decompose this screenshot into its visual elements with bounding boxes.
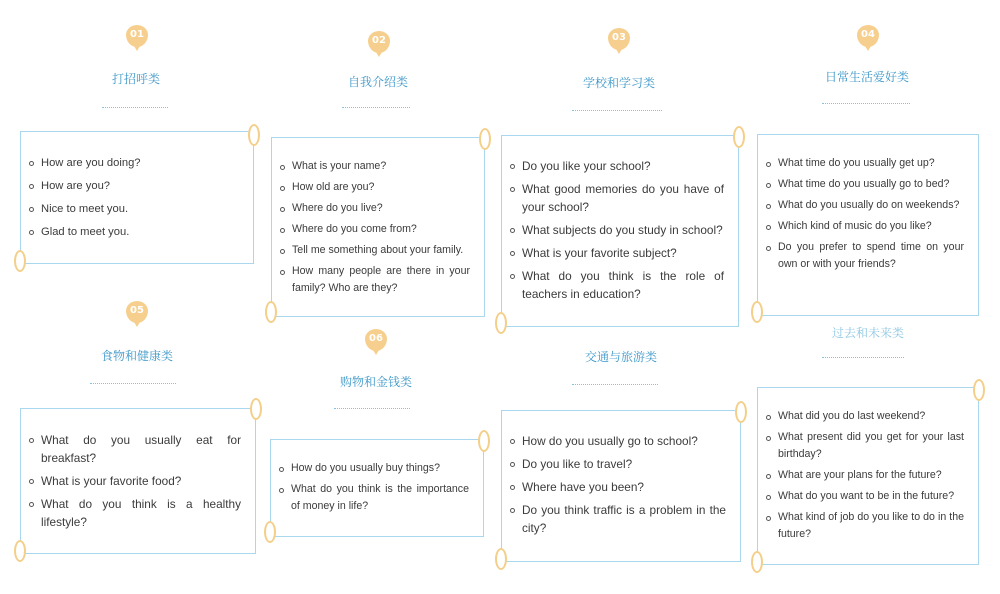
question-list — [271, 460, 483, 515]
section-number-badge: 05 — [126, 301, 148, 323]
question-item: What do you want to be in the future? — [778, 488, 964, 505]
question-list — [21, 154, 253, 241]
question-card-shopping-money — [270, 439, 484, 537]
question-item: How many people are there in your family? Who are they? — [292, 263, 470, 297]
section-title: 食物和健康类 — [100, 349, 174, 363]
title-divider — [822, 103, 910, 104]
question-list — [21, 431, 255, 531]
question-item: What kind of job do you like to do in the future? — [778, 509, 964, 543]
section-number-badge: 01 — [126, 25, 148, 47]
title-divider — [822, 357, 904, 358]
ring-decoration — [479, 128, 491, 150]
section-title: 过去和未来类 — [831, 326, 905, 340]
ring-decoration — [248, 124, 260, 146]
question-item: Do you prefer to spend time on your own or with your friends? — [778, 239, 964, 273]
question-item: What are your plans for the future? — [778, 467, 964, 484]
question-item: Where do you live? — [292, 200, 470, 217]
question-item: What do you usually do on weekends? — [778, 197, 964, 214]
title-divider — [572, 384, 658, 385]
question-card-greetings — [20, 131, 254, 264]
ring-decoration — [14, 250, 26, 272]
section-number-badge: 03 — [608, 28, 630, 50]
section-title: 自我介绍类 — [347, 75, 409, 89]
question-item: Which kind of music do you like? — [778, 218, 964, 235]
question-item: How old are you? — [292, 179, 470, 196]
question-item: Where have you been? — [522, 478, 726, 496]
question-item: How do you usually go to school? — [522, 432, 726, 450]
section-number-badge: 04 — [857, 25, 879, 47]
question-item: What do you usually eat for breakfast? — [41, 433, 241, 465]
question-item: What do you think is a healthy lifestyle? — [41, 497, 241, 529]
question-card-food-health — [20, 408, 256, 554]
section-title: 交通与旅游类 — [584, 350, 658, 364]
question-item: Do you think traffic is a problem in the city? — [522, 503, 726, 535]
ring-decoration — [495, 548, 507, 570]
section-number-badge: 06 — [365, 329, 387, 351]
ring-decoration — [973, 379, 985, 401]
question-list — [272, 158, 484, 297]
question-card-past-future — [757, 387, 979, 565]
question-card-daily-life — [757, 134, 979, 316]
question-card-school — [501, 135, 739, 327]
title-divider — [90, 383, 176, 384]
question-item: What do you think is the importance of money in life? — [291, 481, 469, 515]
ring-decoration — [735, 401, 747, 423]
question-item: What time do you usually go to bed? — [778, 176, 964, 193]
ring-decoration — [733, 126, 745, 148]
question-item: How are you doing? — [41, 154, 239, 172]
ring-decoration — [751, 301, 763, 323]
question-list — [502, 157, 738, 303]
question-item: What is your name? — [292, 158, 470, 175]
question-item: Glad to meet you. — [41, 223, 239, 241]
question-item: Do you like your school? — [522, 157, 724, 175]
question-item: How are you? — [41, 177, 239, 195]
question-item: What subjects do you study in school? — [522, 223, 723, 237]
title-divider — [342, 107, 410, 108]
ring-decoration — [14, 540, 26, 562]
question-item: What good memories do you have of your school? — [522, 182, 724, 214]
section-number-badge: 02 — [368, 31, 390, 53]
ring-decoration — [265, 301, 277, 323]
question-item: What is your favorite subject? — [522, 244, 724, 262]
question-item: Tell me something about your family. — [292, 242, 470, 259]
question-item: What time do you usually get up? — [778, 155, 964, 172]
question-list — [758, 155, 978, 273]
question-list — [502, 432, 740, 537]
question-card-transport-travel — [501, 410, 741, 562]
title-divider — [572, 110, 662, 111]
question-item: What did you do last weekend? — [778, 408, 964, 425]
question-item: What do you think is the role of teachers in education? — [522, 269, 724, 301]
ring-decoration — [495, 312, 507, 334]
section-title: 日常生活爱好类 — [824, 70, 910, 84]
question-item: Where do you come from? — [292, 221, 470, 238]
ring-decoration — [264, 521, 276, 543]
question-list — [758, 408, 978, 543]
question-item: What is your favorite food? — [41, 472, 241, 490]
title-divider — [102, 107, 168, 108]
section-title: 购物和金钱类 — [339, 375, 413, 389]
title-divider — [334, 408, 410, 409]
ring-decoration — [751, 551, 763, 573]
section-title: 学校和学习类 — [582, 76, 656, 90]
question-item: How do you usually buy things? — [291, 460, 469, 477]
ring-decoration — [478, 430, 490, 452]
section-title: 打招呼类 — [111, 72, 161, 86]
ring-decoration — [250, 398, 262, 420]
question-card-self-intro — [271, 137, 485, 317]
question-item: What present did you get for your last birthday? — [778, 429, 964, 463]
question-item: Do you like to travel? — [522, 455, 726, 473]
question-item: Nice to meet you. — [41, 200, 239, 218]
